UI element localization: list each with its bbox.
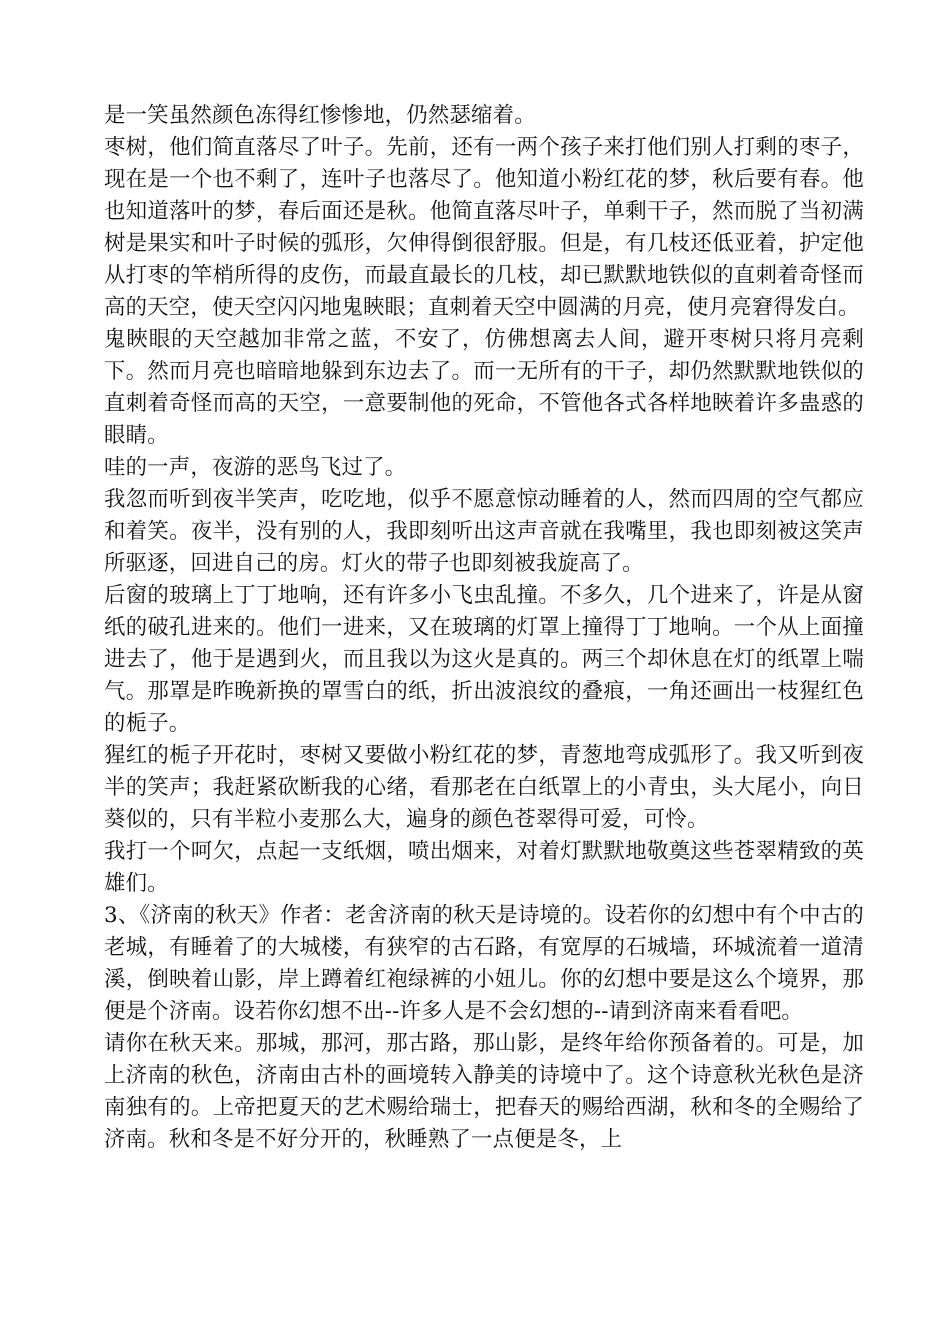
paragraph-9: 3、《济南的秋天》作者：老舍济南的秋天是诗境的。设若你的幻想中有个中古的老城，有睡着了的大城楼，有狭窄的古石路，有宽厚的石城墙，环城流着一道清溪，倒映着山影，岸上蹲着红袍绿裤的小妞儿。你的幻想中要是这么个境界，那便是个济南。设若你幻想不出--许多人是不会幻想的--请到济南来看看吧。 (104, 903, 864, 1024)
paragraph-10: 请你在秋天来。那城，那河，那古路，那山影，是终年给你预备着的。可是，加上济南的秋色，济南由古朴的画境转入静美的诗境中了。这个诗意秋光秋色是济南独有的。上帝把夏天的艺术赐给瑞士，把春天的赐给西湖，秋和冬的全赐给了济南。秋和冬是不好分开的，秋睡熟了一点便是冬，上 (104, 1031, 864, 1152)
paragraph-6: 后窗的玻璃上丁丁地响，还有许多小飞虫乱撞。不多久，几个进来了，许是从窗纸的破孔进来的。他们一进来，又在玻璃的灯罩上撞得丁丁地响。一个从上面撞进去了，他于是遇到火，而且我以为这火是真的。两三个却休息在灯的纸罩上喘气。那罩是昨晚新换的罩雪白的纸，折出波浪纹的叠痕，一角还画出一枝猩红色的栀子。 (104, 583, 864, 736)
paragraph-3: 鬼䀹眼的天空越加非常之蓝，不安了，仿佛想离去人间，避开枣树只将月亮剩下。然而月亮也暗暗地躲到东边去了。而一无所有的干子，却仍然默默地铁似的直刺着奇怪而高的天空，一意要制他的死命，不管他各式各样地䀹着许多蛊惑的眼睛。 (104, 327, 864, 448)
paragraph-1: 是一笑虽然颜色冻得红惨惨地，仍然瑟缩着。 (104, 103, 536, 128)
paragraph-8: 我打一个呵欠，点起一支纸烟，喷出烟来，对着灯默默地敬奠这些苍翠精致的英雄们。 (104, 839, 864, 896)
paragraph-7: 猩红的栀子开花时，枣树又要做小粉红花的梦，青葱地弯成弧形了。我又听到夜半的笑声；我赶紧砍断我的心绪，看那老在白纸罩上的小青虫，头大尾小，向日葵似的，只有半粒小麦那么大，遍身的颜色苍翠得可爱，可怜。 (104, 743, 864, 832)
paragraph-5: 我忽而听到夜半笑声，吃吃地，似乎不愿意惊动睡着的人，然而四周的空气都应和着笑。夜半，没有别的人，我即刻听出这声音就在我嘴里，我也即刻被这笑声所驱逐，回进自己的房。灯火的带子也即刻被我旋高了。 (104, 487, 864, 576)
body-text (104, 100, 864, 1156)
paragraph-4: 哇的一声，夜游的恶鸟飞过了。 (104, 455, 407, 480)
paragraph-2: 枣树，他们简直落尽了叶子。先前，还有一两个孩子来打他们别人打剩的枣子，现在是一个也不剩了，连叶子也落尽了。他知道小粉红花的梦，秋后要有春。他也知道落叶的梦，春后面还是秋。他简直落尽叶子，单剩干子，然而脱了当初满树是果实和叶子时候的弧形，欠伸得倒很舒服。但是，有几枝还低亚着，护定他从打枣的竿梢所得的皮伤，而最直最长的几枝，却已默默地铁似的直刺着奇怪而高的天空，使天空闪闪地鬼䀹眼；直刺着天空中圆满的月亮，使月亮窘得发白。 (104, 135, 864, 320)
